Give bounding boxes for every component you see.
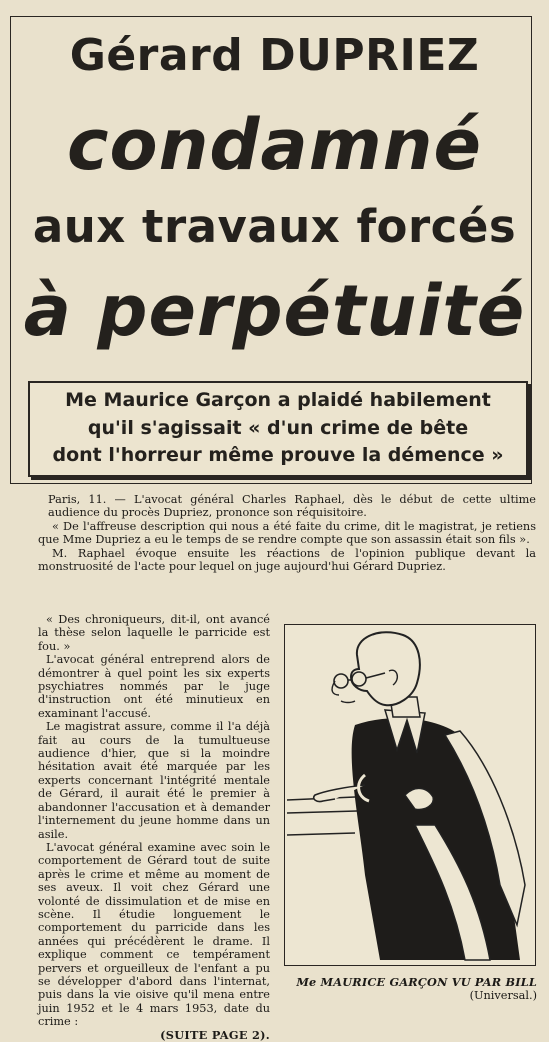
- subheadline-box: [28, 381, 528, 477]
- caricature-illustration: [284, 624, 536, 966]
- subheadline-line-1: Me Maurice Garçon a plaidé habilement: [65, 389, 491, 411]
- lead-paragraph: « De l'affreuse description qui nous a été faite du crime, dit le magistrat, je retiens que Mme Dupriez a eu le temps de se rendre compte que son assassin était son fils ».: [38, 519, 536, 547]
- illustration-caption: Me MAURICE GARÇON VU PAR BILL: [296, 975, 537, 989]
- lead-paragraph: M. Raphael évoque ensuite les réactions de l'opinion publique devant la monstruosité de l'acte pour lequel on juge aujourd'hui Gérard Dupriez.: [38, 546, 536, 574]
- illustration-credit: (Universal.): [469, 989, 537, 1002]
- column-paragraph: Le magistrat assure, comme il l'a déjà fait au cours de la tumultueuse audience d'hier, que si la moindre hésitation avait été marquée par les experts concernant l'intégrité mentale de Gérard, il aurait été le premier à abandonner l'accusation et à demander l'internement du jeune homme dans un asile.: [38, 720, 270, 841]
- subheadline-line-2: qu'il s'agissait « d'un crime de bête: [87, 417, 469, 439]
- headline-name: Gérard DUPRIEZ: [69, 30, 480, 81]
- article-lead: [38, 493, 536, 573]
- continued-note: (SUITE PAGE 2).: [160, 1027, 270, 1042]
- column-paragraph: « Des chroniqueurs, dit-il, ont avancé la thèse selon laquelle le parricide est fou. »: [38, 613, 270, 653]
- column-paragraph: L'avocat général entreprend alors de démontrer à quel point les six experts psychiatres nommés par le juge d'instruction ont été minutieux en examinant l'accusé.: [38, 653, 270, 720]
- headline-travaux-forces: aux travaux forcés: [32, 200, 517, 253]
- headline-condamne: condamné: [66, 104, 482, 186]
- headline-perpetuite: à perpétuité: [23, 270, 526, 352]
- subheadline-line-3: dont l'horreur même prouve la démence »: [52, 444, 504, 466]
- article-column: [38, 613, 270, 1042]
- column-paragraph: L'avocat général examine avec soin le comportement de Gérard tout de suite après le crime et même au moment de ses aveux. Il voit chez Gérard une volonté de dissimulation et de mise en scène. Il étudie longuement le comportement du parricide dans les années qui précédèrent le drame. Il explique comment ce tempérament pervers et orgueilleux de l'enfant a pu se développer d'abord dans l'internat, puis dans la vie oisive qu'il mena entre juin 1952 et le 4 mars 1953, date du crime :: [38, 840, 270, 1029]
- caricature-drawing: [285, 625, 535, 965]
- lead-paragraph: Paris, 11. — L'avocat général Charles Raphael, dès le début de cette ultime audience du procès Dupriez, prononce son réquisitoire.: [48, 493, 536, 520]
